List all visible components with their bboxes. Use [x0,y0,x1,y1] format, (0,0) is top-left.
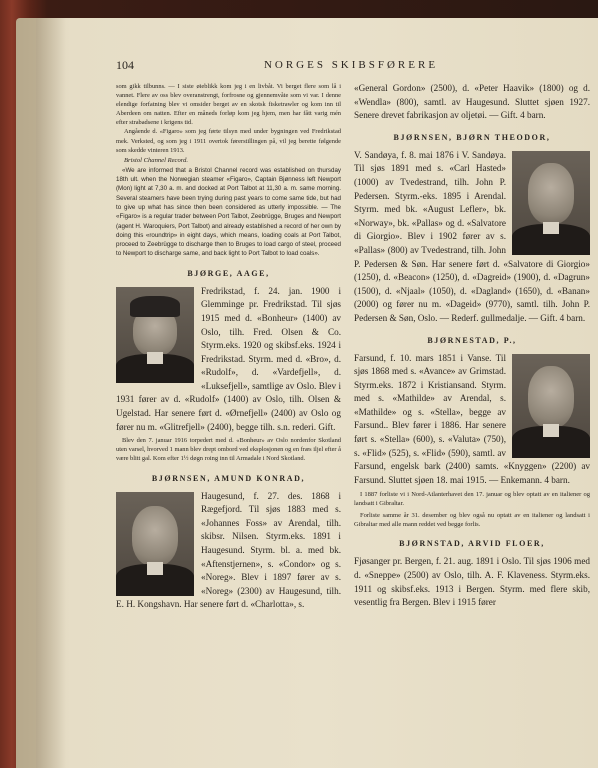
entry-text: Fredrikstad, f. 24. jan. 1900 i Glemminge pr. Fredrikstad. Til sjøs 1915 med d. «Bonheur» (1400) av Oslo, tilh. Fred. Olsen & Co. Styrm.eks. 1920 og skibsf.eks. 1924 i Fredrikstad. Styrm. med d. «Bro», d. «Rudolf», d. «Vardefjell», d. «Luksefjell», samtlige av Oslo. Blev i 1931 fører av d. «Rudolf» (1400) av Oslo, tilh. Olsen & Ugelstad. Har senere ført d. «Ørnefjell» (2400) av Oslo og fører nu m. «Glitrefjell» (2400), begge tilh. s.n. rederi. Gift. [116,285,341,432]
portrait-bjornsen-amund [116,492,194,596]
entry-name: BJØRNSEN, AMUND KONRAD, [151,473,306,483]
entry-text: Fjøsanger pr. Bergen, f. 21. aug. 1891 i Oslo. Til sjøs 1906 med d. «Sneppe» (2500) av Oslo, tilh. A. F. Klaveness. Styrm.eks. 1911 og skibsf.eks. 1913 i Bergen. Styrm. med flere skib, vesentlig fra Bergen. Blev i 1915 fører [354,556,590,608]
entry-name: BJØRNESTAD, P., [427,335,517,345]
intro-paragraph: som gikk tilbunns. — I siste øieblikk kom jeg i en livbåt. Vi berget flere som lå i vannet. Flere av oss blev overanstrengt, forfrosne og gjennemvåte som vi var. I denne elendige forfatning blev vi omsider berget av en skotsk fisketrawler og kom inn til Aberdeen om natten. Efter en måneds forløp kom jeg hjem, men har fått varig mén efter strabadsene i krigens tid. [116,83,341,127]
running-head: NORGES SKIBSFØRERE [263,59,439,71]
entry-name: BJØRNSTAD, ARVID FLOER, [399,539,545,549]
english-quote: «We are informed that a Bristol Channel record was established on thursday 18th ult. when the Norwegian steamer «Figaro», Captain Bjønness left Newport (Mon) light at 7,30 a. m. and docked at Port Talbot at 11,30 a. m. same morning. Several steamers have been trying during past years to come same tide, but had to give up what has since then been considered as utterly impossible. — The «Figaro» is a regular trader between Port Talbot, Zeebrügge, Bruges and Newport (agent H. Waroquiers, Port Talbot) and already established a record of her own by doing this «roundtrip» in eight days, which means, loading coals at Port Talbot, proceed to Zeebrügge to discharge then to Bruges to load cargo of steel, proceed to Newport to discharge same, and back light to Port Talbot to load coals». [116,166,341,258]
entry-note: Blev den 7. januar 1916 torpedert med d. «Bonheur» av Oslo nordenfor Skotland uten varsel, hvorved 1 mann blev drept ombord ved eksplosjonen og en fræs iljel efter å være blitt gal. Kom efter 1½ døgn roing inn til Armadale i Nord Skotland. [116,437,341,463]
intro-paragraph: Angående d. «Figaro» som jeg førte tilsyn med under bygningen ved Fredrikstad mek. Verksted, og som jeg i 1911 overtok førerstillingen på, vil jeg berette følgende som skedde vinteren 1913. [116,128,341,154]
entry-text: V. Sandøya, f. 8. mai 1876 i V. Sandøya. Til sjøs 1891 med s. «Carl Hasted» (1000) av Tvedestrand, tilh. John P. Pedersen. Styrm.-eks. 1895 i Arendal. Styrm. med bk. «August Lefler», bk. «Norway», bk. «Pallas» og d. «Salvatore di Giorgio». Blev i 1902 fører av s. «Pallas» (800) av Tvedestrand, tilh. John P. Pedersen & Søn. Har senere ført d. «Salvatore di Giorgio» (1250), d. «Beacon» (1250), d. «Dagreid» (1900), d. «Dagrun» (1500), d. «Njaal» (1050), d. «Dagland» (1650), d. «Banan» (2000) og fører nu m. «Dageid» (9770), samtl. tilh. John P. Pedersen & Søn, Oslo. — Rederf. gullmedalje. — Gift. 4 barn. [354,149,590,323]
entry-text: Farsund, f. 10. mars 1851 i Vanse. Til sjøs 1868 med s. «Avance» av Grimstad. Styrm.eks. 1872 i Kristiansand. Styrm. med s. «Mathilde» av Arendal, s. «Mathilde» og s. «Stella», begge av Farsund.. Blev fører i 1886. Har senere ført s. «Stella» (600), s. «Valuta» (750), s. «Flid» (525), s. «Flid» (590), samtl. av Farsund, engelsk bark (2400) samts. «Knyggen» (2200) av Farsund. Sluttet sjøen 18. mai 1915. — Enkemann. 4 barn. [354,352,590,485]
left-column [116,82,341,612]
portrait-bjornsen-bjorn [512,151,590,255]
page-header [116,58,586,74]
entry-note: Forliste samme år 31. desember og blev også nu optatt av en italiener og landsatt i Gibraltar med alle mann reddet ved begge forlis. [354,512,590,529]
entry-text: Haugesund, f. 27. des. 1868 i Rægefjord. Til sjøs 1883 med s. «Johannes Foss» av Arendal, tilh. skibsr. Nilsen. Styrm.eks. 1891 i Haugesund. Styrm. bl. a. med bk. «Aftenstjernen», s. «Condor» og s. «Noreg». Blev i 1897 fører av s. «Noreg» (2300) av Haugesund, tilh. E. H. Kongshavn. Har senere ført d. «Charlotta», s. [116,490,341,610]
book-page [36,18,598,768]
portrait-bjornestad [512,354,590,458]
entry-note: I 1887 forliste vi i Nord-Atlanterhavet den 17. januar og blev optatt av en italiener og landsatt i Gibraltar. [354,491,590,508]
page-number: 104 [116,58,134,72]
portrait-bjorge [116,287,194,383]
entry-name: BJØRGE, AAGE, [187,268,270,278]
right-column [354,82,590,610]
page-gutter-shadow [36,18,66,768]
entry-name: BJØRNSEN, BJØRN THEODOR, [393,132,551,142]
record-title: Bristol Channel Record. [124,156,189,164]
continuation-text: «General Gordon» (2500), d. «Peter Haavik» (1800) og d. «Wendla» (800), samtl. av Haugesund. Sluttet sjøen 1927. Senere drevet fabrikasjon av oljetøi. — Gift. 4 barn. [354,83,590,121]
